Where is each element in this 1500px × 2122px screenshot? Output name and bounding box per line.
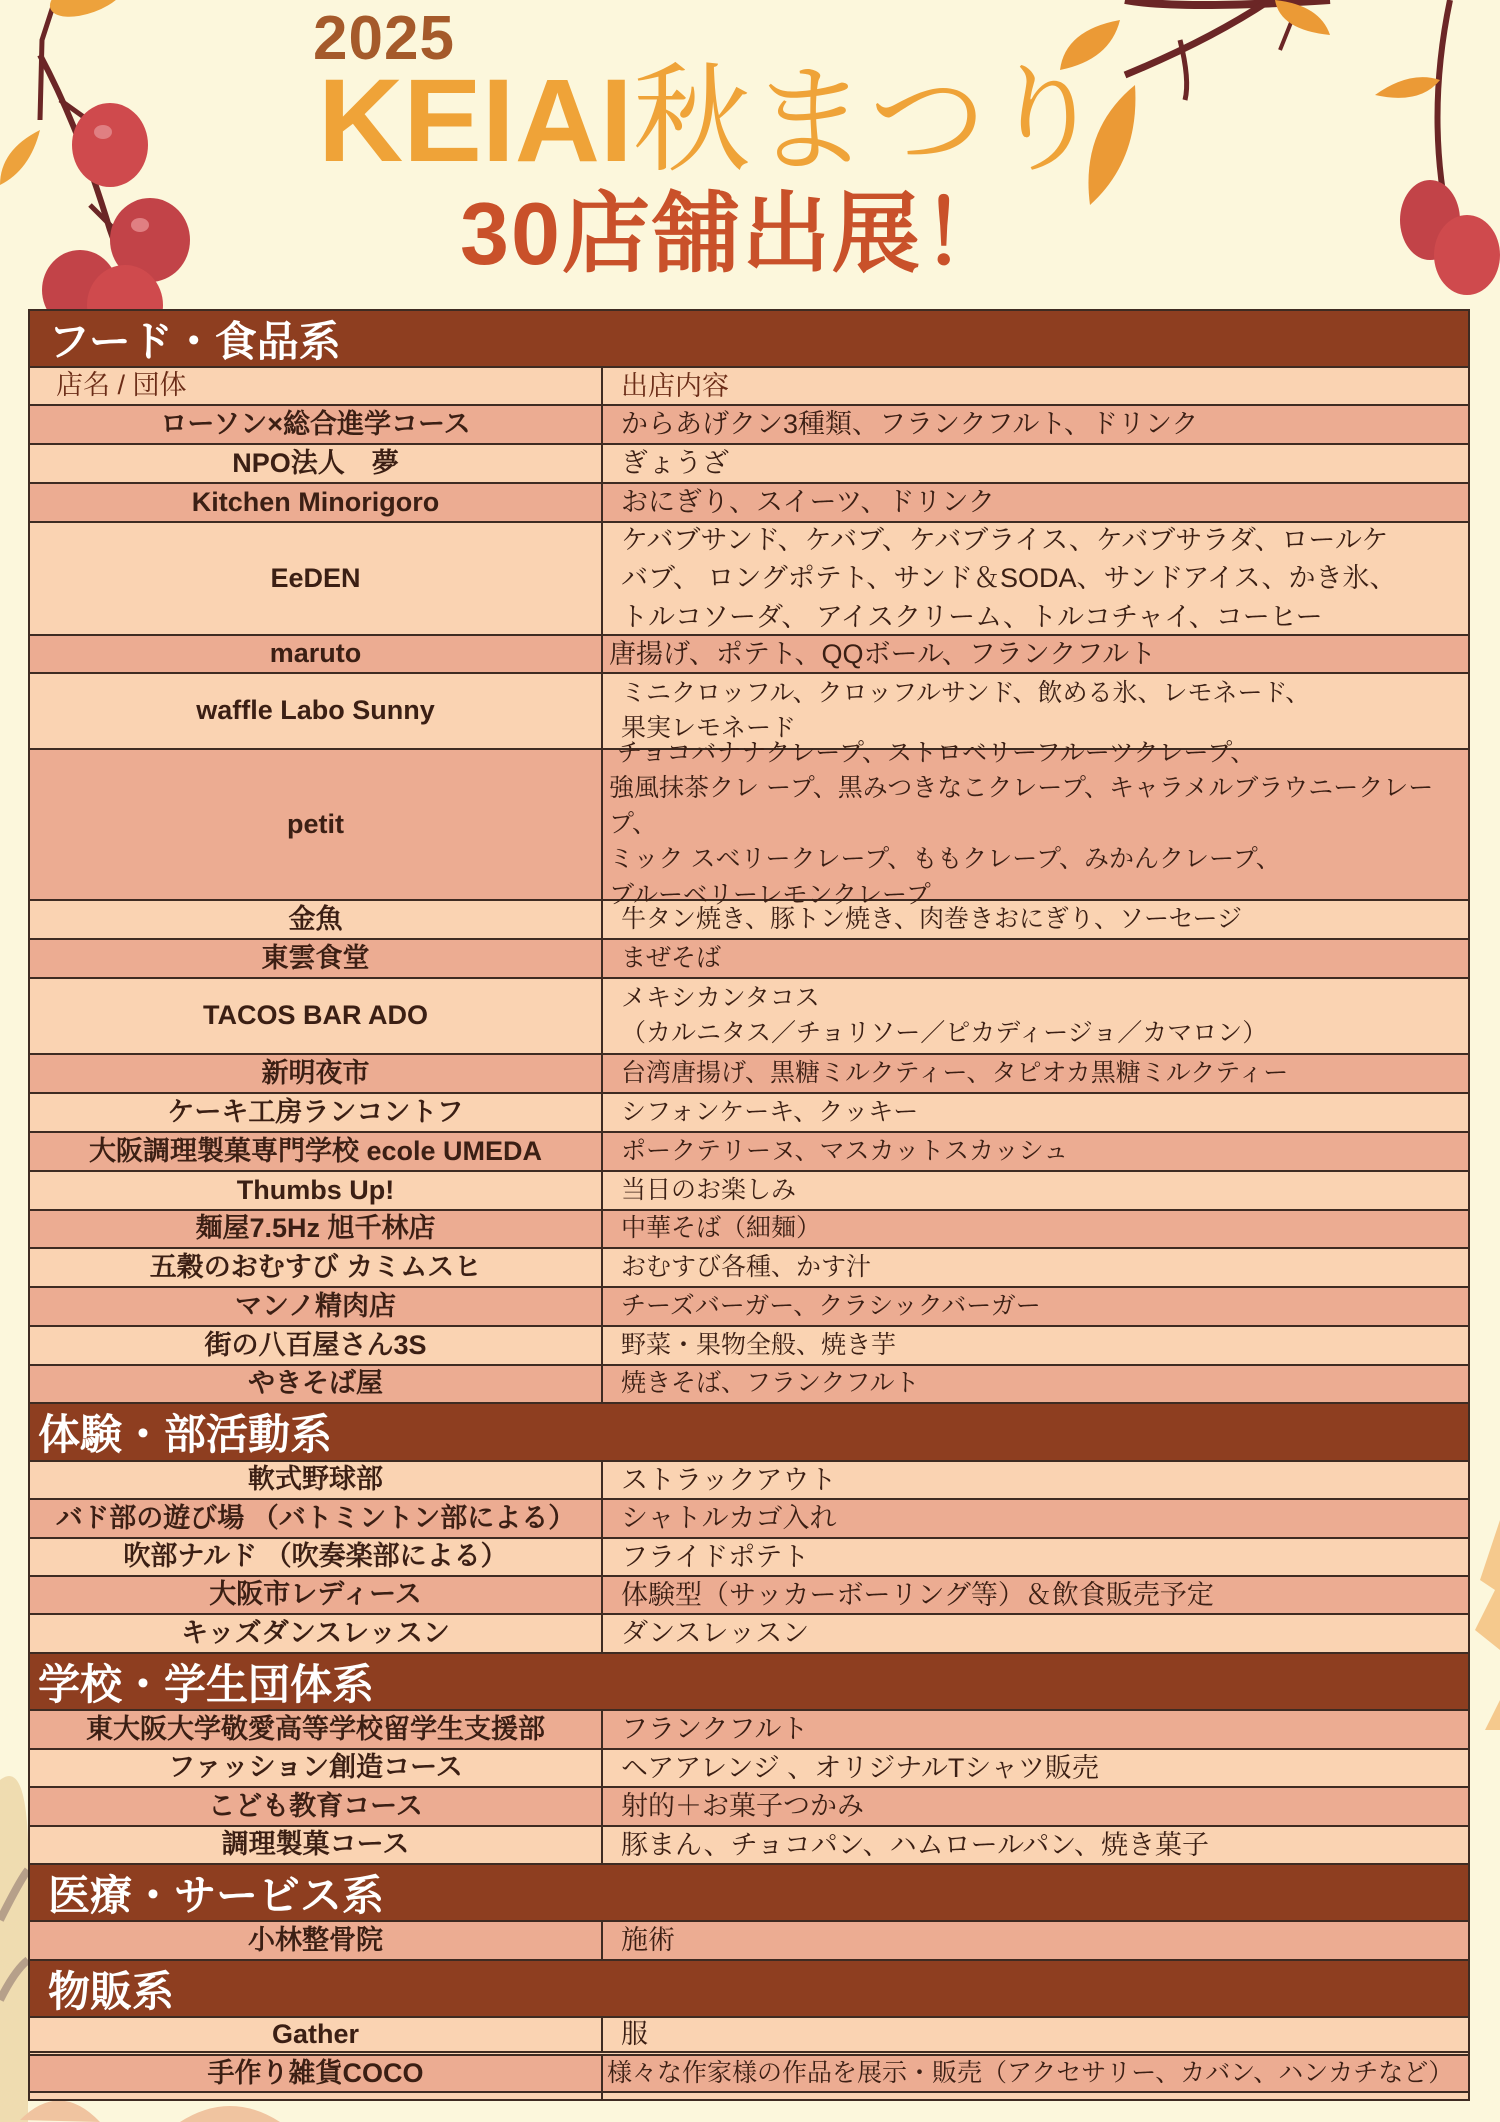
vendor-content: シフォンケーキ、クッキー [621,1097,919,1126]
event-title [318,55,1105,187]
table-row [30,940,1468,979]
table-row [30,901,1468,940]
table-row [30,1172,1468,1211]
table-row [30,1788,1468,1827]
vendor-name: こども教育コース [30,1788,603,1825]
vendor-content: 服 [621,2019,648,2050]
vendor-content: ヘアアレンジ 、オリジナルTシャツ販売 [621,1752,1099,1783]
vendor-content: 豚まん、チョコパン、ハムロールパン、焼き菓子 [621,1829,1210,1860]
column-header-content: 出店内容 [621,370,729,401]
vendor-name: waffle Labo Sunny [30,674,603,748]
content-line: ミニクロッフル、クロッフルサンド、飲める氷、レモネード、 [621,678,1311,707]
table-row [30,1577,1468,1615]
section-header-school: 学校・学生団体系 [30,1654,1468,1711]
vendor-content: ダンスレッスン [621,1618,810,1649]
vendor-name: 麺屋7.5Hz 旭千林店 [30,1211,603,1247]
berry-branch-top-left-icon [0,0,300,310]
vendor-name: やきそば屋 [30,1366,603,1402]
vendor-content: 台湾唐揚げ、黒糖ミルクティー、タピオカ黒糖ミルクティー [621,1058,1289,1087]
table-row [30,738,1468,909]
table-row [30,1327,1468,1366]
vendor-content: 焼きそば、フランクフルト [621,1369,920,1398]
vendor-content [603,979,1468,1053]
table-row [30,1133,1468,1172]
vendor-name: Gather [30,2018,603,2051]
vendor-content: 牛タン焼き、豚トン焼き、肉巻きおにぎり、ソーセージ [621,904,1243,933]
table-row [30,1827,1468,1865]
content-line: （カルニタス／チョリソー／ピカディージョ／カマロン） [621,1019,1268,1047]
vendor-name: TACOS BAR ADO [30,979,603,1053]
table-row [30,1500,1468,1539]
table-row [30,523,1468,636]
table-row [30,1249,1468,1288]
content-line: トルコソーダ、 アイスクリーム、トルコチャイ、コーヒー [621,601,1323,632]
vendor-name: 大阪調理製菓専門学校 ecole UMEDA [30,1133,603,1170]
vendor-name: 東大阪大学敬愛高等学校留学生支援部 [30,1711,603,1748]
vendor-content: ストラックアウト [621,1464,837,1495]
content-line: ミック スベリークレープ、ももクレープ、みかんクレープ、 [609,845,1281,874]
vendor-name: maruto [30,636,603,672]
table-row [30,484,1468,523]
table-row-partial [30,2093,1468,2099]
table-row [30,1366,1468,1404]
vendor-name: Thumbs Up! [30,1172,603,1209]
vendor-content: おむすび各種、かす汁 [621,1252,872,1281]
vendor-content: 唐揚げ、ポテト、QQボール、フランクフルト [609,638,1157,669]
section-header-medical: 医療・サービス系 [30,1865,1468,1922]
vendor-content: からあげクン3種類、フランクフルト、ドリンク [621,409,1199,440]
vendor-name [30,2093,603,2099]
section-header-food: フード・食品系 [30,311,1468,368]
vendor-content: フライドポテト [621,1541,810,1572]
vendor-content: 様々な作家様の作品を展示・販売（アクセサリー、カバン、ハンカチなど） [607,2058,1454,2087]
vendor-content [603,738,1468,909]
vendor-name: 大阪市レディース [30,1577,603,1613]
vendor-name: ケーキ工房ランコントフ [30,1094,603,1131]
content-line: メキシカンタコス [621,983,820,1012]
event-title-jp: 秋まつり [632,55,1105,187]
table-row [30,1922,1468,1961]
table-row [30,1055,1468,1094]
content-line: 強風抹茶クレ ープ、黒みつきなこクレープ、キャラメルブラウニークレープ、 [609,774,1434,838]
vendor-content: まぜそば [621,943,722,972]
vendor-content: シャトルカゴ入れ [621,1503,837,1534]
table-row [30,1288,1468,1327]
content-line: チョコバナナクレープ、ストロベリーフルーツクレープ、 [617,738,1256,767]
table-row [30,979,1468,1055]
vendor-name: petit [30,750,603,899]
content-line: 果実レモネード [621,714,797,742]
table-row [30,1539,1468,1577]
vendor-name: 軟式野球部 [30,1462,603,1498]
vendor-content: ぎょうざ [621,448,729,479]
table-row [30,2018,1468,2056]
content-line: ケバブサンド、ケバブ、ケバブライス、ケバブサラダ、ロールケ [621,525,1389,556]
maple-leaf-right-icon [1470,1500,1500,1730]
vendor-name: 吹部ナルド （吹奏楽部による） [30,1539,603,1575]
vendor-name: ローソン×総合進学コース [30,406,603,443]
vendor-name: 新明夜市 [30,1055,603,1092]
table-row [30,1462,1468,1500]
vendor-name: マンノ精肉店 [30,1288,603,1325]
vendor-name: 東雲食堂 [30,940,603,977]
vendor-content: 中華そば（細麺） [621,1214,822,1243]
vendor-content: ポークテリーヌ、マスカットスカッシュ [621,1136,1069,1165]
vendor-name: 五穀のおむすび カミムスヒ [30,1249,603,1286]
vendor-name: 手作り雑貨COCO [30,2056,603,2091]
section-header-experience: 体験・部活動系 [30,1404,1468,1462]
table-row [30,1711,1468,1750]
vendor-content: 当日のお楽しみ [621,1175,797,1204]
column-header-name: 店名 / 団体 [30,368,603,404]
content-line: ブルーベリーレモンクレープ [609,880,931,909]
vendor-content: フランクフルト [621,1714,809,1745]
table-row [30,2056,1468,2093]
vendor-table [28,309,1470,2101]
vendor-name: EeDEN [30,523,603,634]
table-row [30,1750,1468,1788]
vendor-name: バド部の遊び場 （バトミントン部による） [30,1500,603,1537]
vendor-content: 体験型（サッカーボーリング等）＆飲食販売予定 [621,1579,1214,1610]
event-year: 2025 [313,4,455,73]
vendor-content: おにぎり、スイーツ、ドリンク [621,487,995,518]
vendor-name: 金魚 [30,901,603,938]
vendor-content: チーズバーガー、クラシックバーガー [621,1291,1041,1320]
table-row [30,445,1468,484]
vendor-content: 施術 [621,1925,675,1956]
vendor-name: 小林整骨院 [30,1922,603,1959]
section-header-merchandise: 物販系 [30,1961,1468,2018]
vendor-content: 野菜・果物全般、焼き芋 [621,1330,897,1359]
vendor-name: キッズダンスレッスン [30,1615,603,1652]
event-subtitle: 30店舗出展！ [460,184,1012,283]
content-line: バブ、 ロングポテト、サンド＆SODA、サンドアイス、かき氷、 [621,563,1397,594]
column-header-row [30,368,1468,406]
event-title-latin: KEIAI [318,55,633,187]
vendor-content [603,523,1468,634]
table-row [30,636,1468,674]
vendor-name: ファッション創造コース [30,1750,603,1786]
table-row [30,1615,1468,1654]
vendor-name: NPO法人 夢 [30,445,603,482]
vendor-content: 射的＋お菓子つかみ [621,1791,864,1822]
vendor-content [603,2093,1468,2099]
table-row [30,1211,1468,1249]
table-row [30,406,1468,445]
table-row [30,1094,1468,1133]
vendor-name: Kitchen Minorigoro [30,484,603,521]
vendor-name: 調理製菓コース [30,1827,603,1863]
vendor-name: 街の八百屋さん3S [30,1327,603,1364]
